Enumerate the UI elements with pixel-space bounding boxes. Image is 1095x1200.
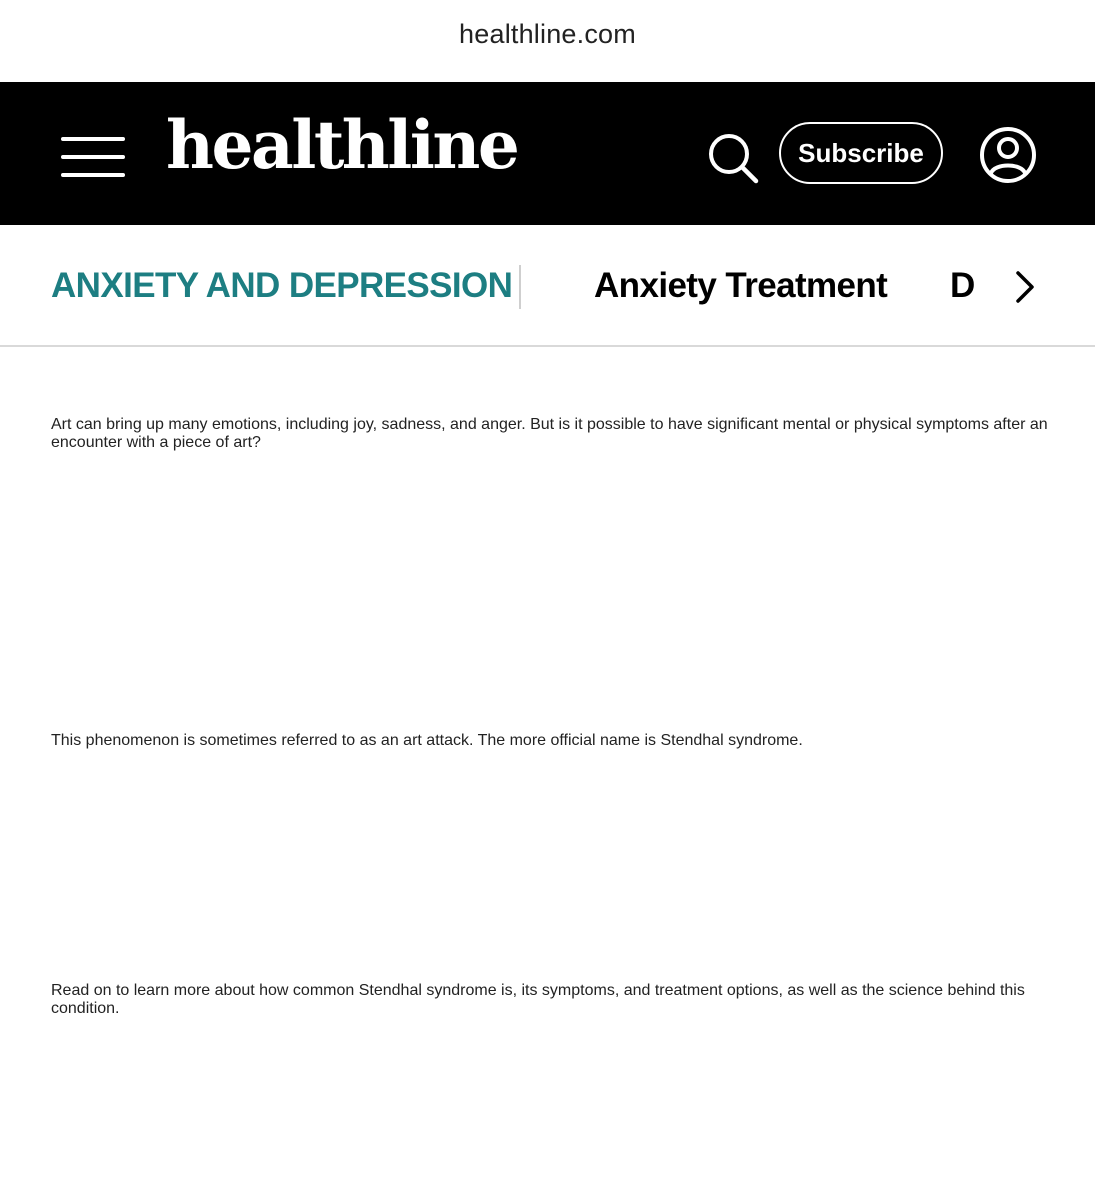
site-header: [0, 82, 1095, 225]
subnav-category-anxiety-and-depression[interactable]: ANXIETY AND DEPRESSION: [51, 266, 513, 305]
search-icon[interactable]: [706, 131, 760, 185]
site-logo[interactable]: healthline: [166, 106, 518, 184]
subnav-divider: [519, 265, 521, 309]
subnav-link-truncated[interactable]: D: [950, 266, 975, 305]
url-text: healthline.com: [459, 18, 636, 49]
subnav-link-anxiety-treatment[interactable]: Anxiety Treatment: [594, 266, 888, 305]
article-paragraph: Art can bring up many emotions, including joy, sadness, and anger. But is it possible to have significant mental or physical symptoms after an encounter with a piece of art?: [51, 416, 1048, 451]
article-paragraph: This phenomenon is sometimes referred to as an art attack. The more official name is Stendhal syndrome.: [51, 732, 803, 749]
subscribe-button[interactable]: Subscribe: [779, 122, 943, 184]
chevron-right-icon[interactable]: [1010, 265, 1040, 309]
article-paragraph: Read on to learn more about how common Stendhal syndrome is, its symptoms, and treatment options, as well as the science behind this condition.: [51, 982, 1025, 1017]
browser-url-bar[interactable]: [0, 0, 1095, 82]
topic-subnav: [0, 225, 1095, 347]
account-icon[interactable]: [978, 125, 1038, 185]
hamburger-menu-icon[interactable]: [61, 137, 125, 177]
